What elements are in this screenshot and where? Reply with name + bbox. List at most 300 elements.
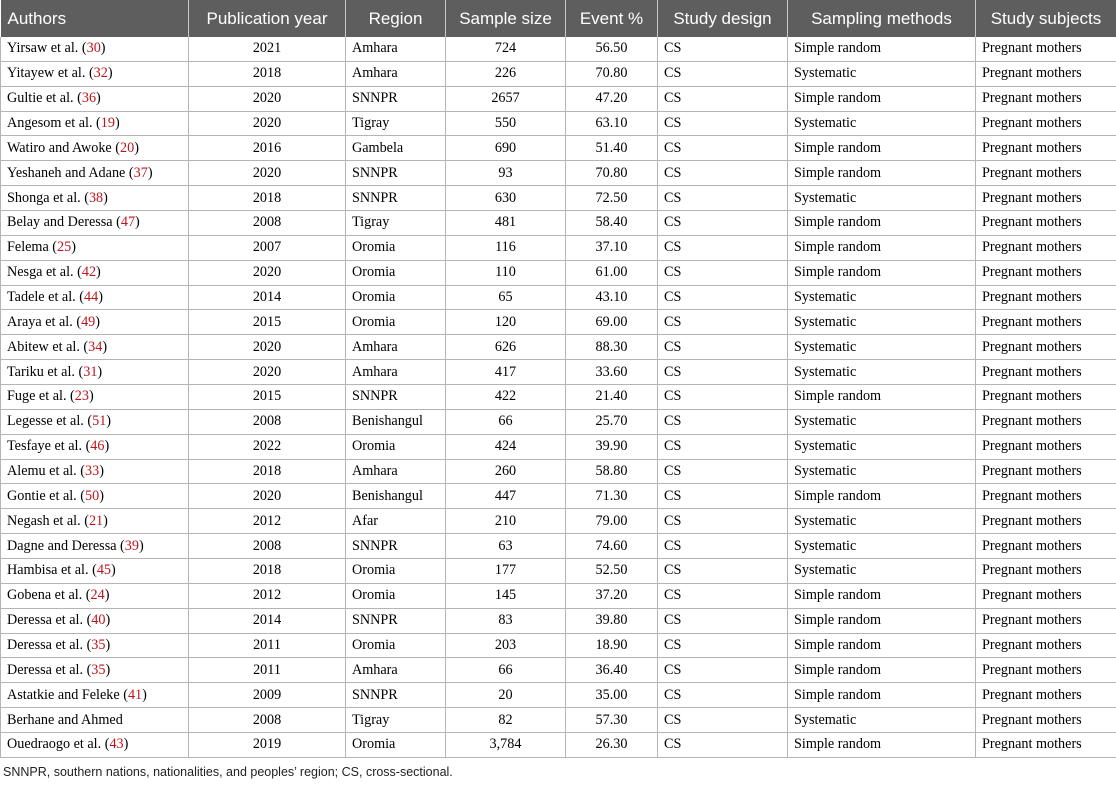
table-row (1, 37, 1116, 61)
cell-author (1, 385, 189, 410)
author-name: Gontie et al. ( (7, 487, 86, 504)
cell-author (1, 360, 189, 385)
cell-study-design: CS (658, 633, 788, 658)
table-row (1, 534, 1116, 559)
cell-author (1, 608, 189, 633)
table-row (1, 385, 1116, 410)
cell-author (1, 61, 189, 86)
cell-study-design: CS (658, 459, 788, 484)
cell-study-subjects: Pregnant mothers (976, 61, 1116, 86)
cell-sample-size: 83 (446, 608, 566, 633)
cell-region: Oromia (346, 310, 446, 335)
author-name: Shonga et al. ( (7, 189, 89, 206)
reference-close: ) (96, 264, 101, 281)
cell-event-percent: 72.50 (566, 186, 658, 211)
reference-link[interactable]: 45 (96, 562, 112, 579)
author-name: Fuge et al. ( (7, 388, 75, 405)
table-row (1, 211, 1116, 236)
author-name: Negash et al. ( (7, 512, 89, 529)
cell-study-subjects: Pregnant mothers (976, 733, 1116, 758)
author-name: Yitayew et al. ( (7, 65, 94, 82)
table-row (1, 111, 1116, 136)
cell-sampling-method: Simple random (788, 683, 976, 708)
reference-link[interactable]: 34 (88, 338, 103, 355)
reference-close: ) (104, 438, 110, 455)
cell-study-design: CS (658, 86, 788, 111)
cell-sample-size: 626 (446, 335, 566, 360)
cell-publication-year: 2020 (189, 86, 346, 111)
reference-close: ) (138, 537, 144, 554)
reference-link[interactable]: 23 (74, 388, 89, 405)
table-row (1, 733, 1116, 758)
cell-event-percent: 18.90 (566, 633, 658, 658)
cell-study-subjects: Pregnant mothers (976, 161, 1116, 186)
reference-close: ) (134, 139, 139, 156)
cell-region: Amhara (346, 335, 446, 360)
cell-study-design: CS (658, 285, 788, 310)
cell-study-subjects: Pregnant mothers (976, 559, 1116, 584)
cell-sampling-method: Systematic (788, 285, 976, 310)
reference-link[interactable]: 47 (120, 214, 136, 231)
reference-link[interactable]: 20 (120, 139, 135, 156)
cell-author (1, 733, 189, 758)
cell-publication-year: 2018 (189, 186, 346, 211)
cell-study-design: CS (658, 310, 788, 335)
cell-sampling-method: Simple random (788, 136, 976, 161)
table-row (1, 484, 1116, 509)
cell-sample-size: 177 (446, 559, 566, 584)
table-row (1, 583, 1116, 608)
author-name: Abitew et al. ( (7, 338, 89, 355)
table-row (1, 708, 1116, 733)
cell-event-percent: 39.90 (566, 434, 658, 459)
table-row (1, 310, 1116, 335)
cell-sampling-method: Simple random (788, 733, 976, 758)
cell-study-subjects: Pregnant mothers (976, 459, 1116, 484)
table-row (1, 434, 1116, 459)
cell-event-percent: 74.60 (566, 534, 658, 559)
cell-study-subjects: Pregnant mothers (976, 633, 1116, 658)
cell-sampling-method: Simple random (788, 260, 976, 285)
author-name: Watiro and Awoke ( (7, 139, 120, 156)
cell-sampling-method: Systematic (788, 409, 976, 434)
cell-sampling-method: Systematic (788, 559, 976, 584)
cell-publication-year: 2011 (189, 658, 346, 683)
cell-study-design: CS (658, 658, 788, 683)
reference-close: ) (114, 115, 120, 131)
table-row (1, 86, 1116, 111)
cell-sample-size: 417 (446, 360, 566, 385)
reference-link[interactable]: 39 (124, 537, 139, 554)
reference-link[interactable]: 32 (93, 65, 108, 82)
cell-publication-year: 2012 (189, 509, 346, 534)
cell-sample-size: 66 (446, 409, 566, 434)
cell-author (1, 708, 189, 733)
cell-study-design: CS (658, 409, 788, 434)
cell-sampling-method: Simple random (788, 484, 976, 509)
cell-event-percent: 79.00 (566, 509, 658, 534)
cell-sample-size: 690 (446, 136, 566, 161)
reference-close: ) (142, 686, 147, 703)
author-name: Felema ( (7, 239, 58, 256)
table-row (1, 409, 1116, 434)
cell-event-percent: 70.80 (566, 61, 658, 86)
cell-sampling-method: Systematic (788, 310, 976, 335)
table-row (1, 360, 1116, 385)
cell-sample-size: 447 (446, 484, 566, 509)
cell-sampling-method: Systematic (788, 111, 976, 136)
author-name: Deressa et al. ( (7, 612, 92, 629)
cell-sample-size: 120 (446, 310, 566, 335)
table-footnote: SNNPR, southern nations, nationalities, and peoples’ region; CS, cross-sectional. (3, 765, 453, 779)
cell-publication-year: 2016 (189, 136, 346, 161)
reference-close: ) (102, 338, 108, 355)
cell-author (1, 534, 189, 559)
cell-publication-year: 2019 (189, 733, 346, 758)
reference-link[interactable]: 41 (127, 686, 143, 703)
cell-sample-size: 82 (446, 708, 566, 733)
cell-sample-size: 260 (446, 459, 566, 484)
cell-author (1, 235, 189, 260)
cell-sampling-method: Simple random (788, 161, 976, 186)
cell-sample-size: 481 (446, 211, 566, 236)
cell-event-percent: 35.00 (566, 683, 658, 708)
cell-study-subjects: Pregnant mothers (976, 583, 1116, 608)
cell-event-percent: 69.00 (566, 310, 658, 335)
cell-study-subjects: Pregnant mothers (976, 335, 1116, 360)
reference-link[interactable]: 49 (81, 313, 96, 330)
cell-region: Tigray (346, 708, 446, 733)
cell-region: SNNPR (346, 186, 446, 211)
author-name: Tadele et al. ( (7, 289, 84, 306)
cell-sampling-method: Simple random (788, 211, 976, 236)
cell-region: Afar (346, 509, 446, 534)
cell-publication-year: 2008 (189, 708, 346, 733)
reference-close: ) (105, 637, 111, 654)
reference-close: ) (105, 661, 111, 678)
cell-author (1, 633, 189, 658)
reference-link[interactable]: 43 (109, 736, 124, 753)
cell-study-design: CS (658, 683, 788, 708)
author-name: Deressa et al. ( (7, 637, 92, 654)
cell-region: Amhara (346, 360, 446, 385)
table-row (1, 683, 1116, 708)
reference-link[interactable]: 19 (100, 115, 115, 131)
cell-study-subjects: Pregnant mothers (976, 434, 1116, 459)
cell-sample-size: 66 (446, 658, 566, 683)
author-name: Yirsaw et al. ( (7, 40, 87, 57)
author-name: Tesfaye et al. ( (7, 438, 91, 455)
reference-close: ) (147, 164, 153, 181)
cell-sample-size: 2657 (446, 86, 566, 111)
cell-sample-size: 203 (446, 633, 566, 658)
cell-study-design: CS (658, 360, 788, 385)
cell-sampling-method: Simple random (788, 385, 976, 410)
table-body (1, 37, 1116, 757)
cell-sampling-method: Simple random (788, 633, 976, 658)
cell-event-percent: 51.40 (566, 136, 658, 161)
table-row (1, 559, 1116, 584)
author-name: Belay and Deressa ( (7, 214, 121, 231)
cell-sample-size: 550 (446, 111, 566, 136)
cell-publication-year: 2015 (189, 310, 346, 335)
cell-author (1, 509, 189, 534)
table-row (1, 285, 1116, 310)
cell-event-percent: 33.60 (566, 360, 658, 385)
cell-event-percent: 88.30 (566, 335, 658, 360)
cell-study-subjects: Pregnant mothers (976, 310, 1116, 335)
cell-event-percent: 37.20 (566, 583, 658, 608)
reference-link[interactable]: 21 (88, 512, 104, 529)
cell-author (1, 335, 189, 360)
cell-study-subjects: Pregnant mothers (976, 260, 1116, 285)
reference-close: ) (135, 214, 140, 231)
cell-study-design: CS (658, 608, 788, 633)
cell-study-subjects: Pregnant mothers (976, 409, 1116, 434)
cell-event-percent: 58.80 (566, 459, 658, 484)
cell-study-design: CS (658, 534, 788, 559)
cell-publication-year: 2020 (189, 484, 346, 509)
cell-sample-size: 20 (446, 683, 566, 708)
author-name: Berhane and Ahmed (7, 711, 123, 728)
header-sample-size: Sample size (446, 0, 566, 37)
cell-study-subjects: Pregnant mothers (976, 136, 1116, 161)
reference-close: ) (98, 289, 103, 306)
cell-author (1, 434, 189, 459)
cell-study-design: CS (658, 235, 788, 260)
cell-study-subjects: Pregnant mothers (976, 211, 1116, 236)
author-name: Astatkie and Feleke ( (7, 686, 128, 703)
header-study-subjects: Study subjects (976, 0, 1116, 37)
header-study-design: Study design (658, 0, 788, 37)
cell-region: Gambela (346, 136, 446, 161)
header-region: Region (346, 0, 446, 37)
cell-author (1, 559, 189, 584)
reference-link[interactable]: 40 (91, 612, 106, 629)
cell-sample-size: 116 (446, 235, 566, 260)
cell-region: SNNPR (346, 683, 446, 708)
table-row (1, 260, 1116, 285)
cell-study-subjects: Pregnant mothers (976, 235, 1116, 260)
cell-study-design: CS (658, 583, 788, 608)
cell-publication-year: 2014 (189, 608, 346, 633)
cell-event-percent: 70.80 (566, 161, 658, 186)
author-name: Gobena et al. ( (7, 587, 91, 604)
cell-region: Amhara (346, 658, 446, 683)
cell-study-design: CS (658, 434, 788, 459)
cell-author (1, 310, 189, 335)
cell-author (1, 161, 189, 186)
cell-sampling-method: Simple random (788, 658, 976, 683)
cell-sample-size: 210 (446, 509, 566, 534)
reference-close: ) (95, 313, 100, 330)
reference-link[interactable]: 25 (57, 239, 72, 256)
reference-close: ) (88, 388, 94, 405)
cell-event-percent: 39.80 (566, 608, 658, 633)
reference-link[interactable]: 24 (90, 587, 105, 604)
cell-event-percent: 26.30 (566, 733, 658, 758)
cell-sample-size: 65 (446, 285, 566, 310)
cell-study-subjects: Pregnant mothers (976, 186, 1116, 211)
cell-sampling-method: Simple random (788, 583, 976, 608)
reference-link[interactable]: 35 (91, 661, 106, 678)
cell-publication-year: 2014 (189, 285, 346, 310)
reference-link[interactable]: 38 (88, 189, 104, 206)
cell-study-design: CS (658, 211, 788, 236)
cell-author (1, 111, 189, 136)
cell-author (1, 409, 189, 434)
table-row (1, 509, 1116, 534)
cell-sampling-method: Systematic (788, 186, 976, 211)
cell-author (1, 37, 189, 61)
header-authors: Authors (1, 0, 189, 37)
cell-author (1, 136, 189, 161)
table-row (1, 658, 1116, 683)
cell-event-percent: 63.10 (566, 111, 658, 136)
author-name: Nesga et al. ( (7, 264, 82, 281)
reference-close: ) (71, 239, 76, 256)
reference-close: ) (97, 363, 103, 380)
author-name: Tariku et al. ( (7, 363, 84, 380)
reference-link[interactable]: 30 (86, 40, 101, 57)
cell-region: Amhara (346, 459, 446, 484)
author-name: Ouedraogo et al. ( (7, 736, 110, 753)
cell-region: Tigray (346, 211, 446, 236)
cell-region: Oromia (346, 633, 446, 658)
cell-sampling-method: Systematic (788, 360, 976, 385)
cell-publication-year: 2018 (189, 559, 346, 584)
cell-region: Oromia (346, 733, 446, 758)
cell-author (1, 260, 189, 285)
cell-study-design: CS (658, 186, 788, 211)
cell-event-percent: 47.20 (566, 86, 658, 111)
reference-link[interactable]: 51 (92, 413, 107, 430)
header-publication-year: Publication year (189, 0, 346, 37)
cell-author (1, 658, 189, 683)
cell-study-design: CS (658, 559, 788, 584)
cell-publication-year: 2018 (189, 459, 346, 484)
cell-sampling-method: Systematic (788, 509, 976, 534)
cell-publication-year: 2020 (189, 360, 346, 385)
header-event-percent: Event % (566, 0, 658, 37)
cell-region: Amhara (346, 61, 446, 86)
cell-publication-year: 2008 (189, 409, 346, 434)
cell-region: Tigray (346, 111, 446, 136)
cell-study-subjects: Pregnant mothers (976, 37, 1116, 61)
cell-sample-size: 3,784 (446, 733, 566, 758)
reference-close: ) (100, 40, 106, 57)
cell-region: Oromia (346, 434, 446, 459)
cell-author (1, 211, 189, 236)
cell-study-subjects: Pregnant mothers (976, 484, 1116, 509)
cell-region: SNNPR (346, 86, 446, 111)
cell-author (1, 86, 189, 111)
cell-publication-year: 2008 (189, 534, 346, 559)
reference-link[interactable]: 36 (81, 90, 97, 107)
cell-author (1, 484, 189, 509)
reference-close: ) (104, 587, 110, 604)
cell-region: SNNPR (346, 608, 446, 633)
reference-link[interactable]: 35 (91, 637, 106, 654)
cell-event-percent: 43.10 (566, 285, 658, 310)
reference-link[interactable]: 46 (90, 438, 105, 455)
cell-event-percent: 57.30 (566, 708, 658, 733)
cell-study-design: CS (658, 335, 788, 360)
cell-study-subjects: Pregnant mothers (976, 385, 1116, 410)
cell-event-percent: 25.70 (566, 409, 658, 434)
cell-study-design: CS (658, 37, 788, 61)
table-row (1, 335, 1116, 360)
reference-link[interactable]: 44 (84, 289, 99, 306)
cell-study-design: CS (658, 161, 788, 186)
cell-study-design: CS (658, 136, 788, 161)
cell-sample-size: 422 (446, 385, 566, 410)
cell-study-subjects: Pregnant mothers (976, 509, 1116, 534)
cell-study-subjects: Pregnant mothers (976, 111, 1116, 136)
cell-author (1, 583, 189, 608)
cell-publication-year: 2020 (189, 111, 346, 136)
cell-study-subjects: Pregnant mothers (976, 360, 1116, 385)
author-name: Yeshaneh and Adane ( (7, 164, 134, 181)
cell-event-percent: 61.00 (566, 260, 658, 285)
cell-region: Benishangul (346, 484, 446, 509)
cell-study-design: CS (658, 733, 788, 758)
cell-region: Oromia (346, 583, 446, 608)
cell-sampling-method: Simple random (788, 608, 976, 633)
cell-sample-size: 63 (446, 534, 566, 559)
table-row (1, 61, 1116, 86)
reference-link[interactable]: 33 (85, 463, 100, 480)
author-name: Dagne and Deressa ( (7, 537, 125, 554)
reference-close: ) (123, 736, 129, 753)
cell-sampling-method: Systematic (788, 459, 976, 484)
cell-study-subjects: Pregnant mothers (976, 534, 1116, 559)
cell-publication-year: 2018 (189, 61, 346, 86)
cell-publication-year: 2022 (189, 434, 346, 459)
cell-event-percent: 36.40 (566, 658, 658, 683)
reference-link[interactable]: 50 (85, 487, 100, 504)
cell-sample-size: 110 (446, 260, 566, 285)
table-row (1, 161, 1116, 186)
cell-study-design: CS (658, 484, 788, 509)
cell-publication-year: 2021 (189, 37, 346, 61)
cell-sample-size: 630 (446, 186, 566, 211)
reference-link[interactable]: 31 (83, 363, 98, 380)
author-name: Araya et al. ( (7, 313, 82, 330)
author-name: Deressa et al. ( (7, 661, 92, 678)
cell-publication-year: 2012 (189, 583, 346, 608)
cell-sampling-method: Systematic (788, 335, 976, 360)
reference-link[interactable]: 37 (133, 164, 148, 181)
cell-sampling-method: Systematic (788, 434, 976, 459)
reference-close: ) (99, 463, 104, 480)
cell-sample-size: 226 (446, 61, 566, 86)
reference-close: ) (105, 612, 111, 629)
cell-study-subjects: Pregnant mothers (976, 658, 1116, 683)
reference-link[interactable]: 42 (81, 264, 97, 281)
reference-close: ) (96, 90, 101, 107)
cell-sampling-method: Simple random (788, 235, 976, 260)
cell-author (1, 683, 189, 708)
reference-close: ) (111, 562, 116, 579)
cell-sampling-method: Simple random (788, 37, 976, 61)
table-row (1, 186, 1116, 211)
table-header-row (1, 0, 1116, 37)
cell-study-design: CS (658, 61, 788, 86)
cell-region: Oromia (346, 559, 446, 584)
cell-sample-size: 93 (446, 161, 566, 186)
table-row (1, 633, 1116, 658)
